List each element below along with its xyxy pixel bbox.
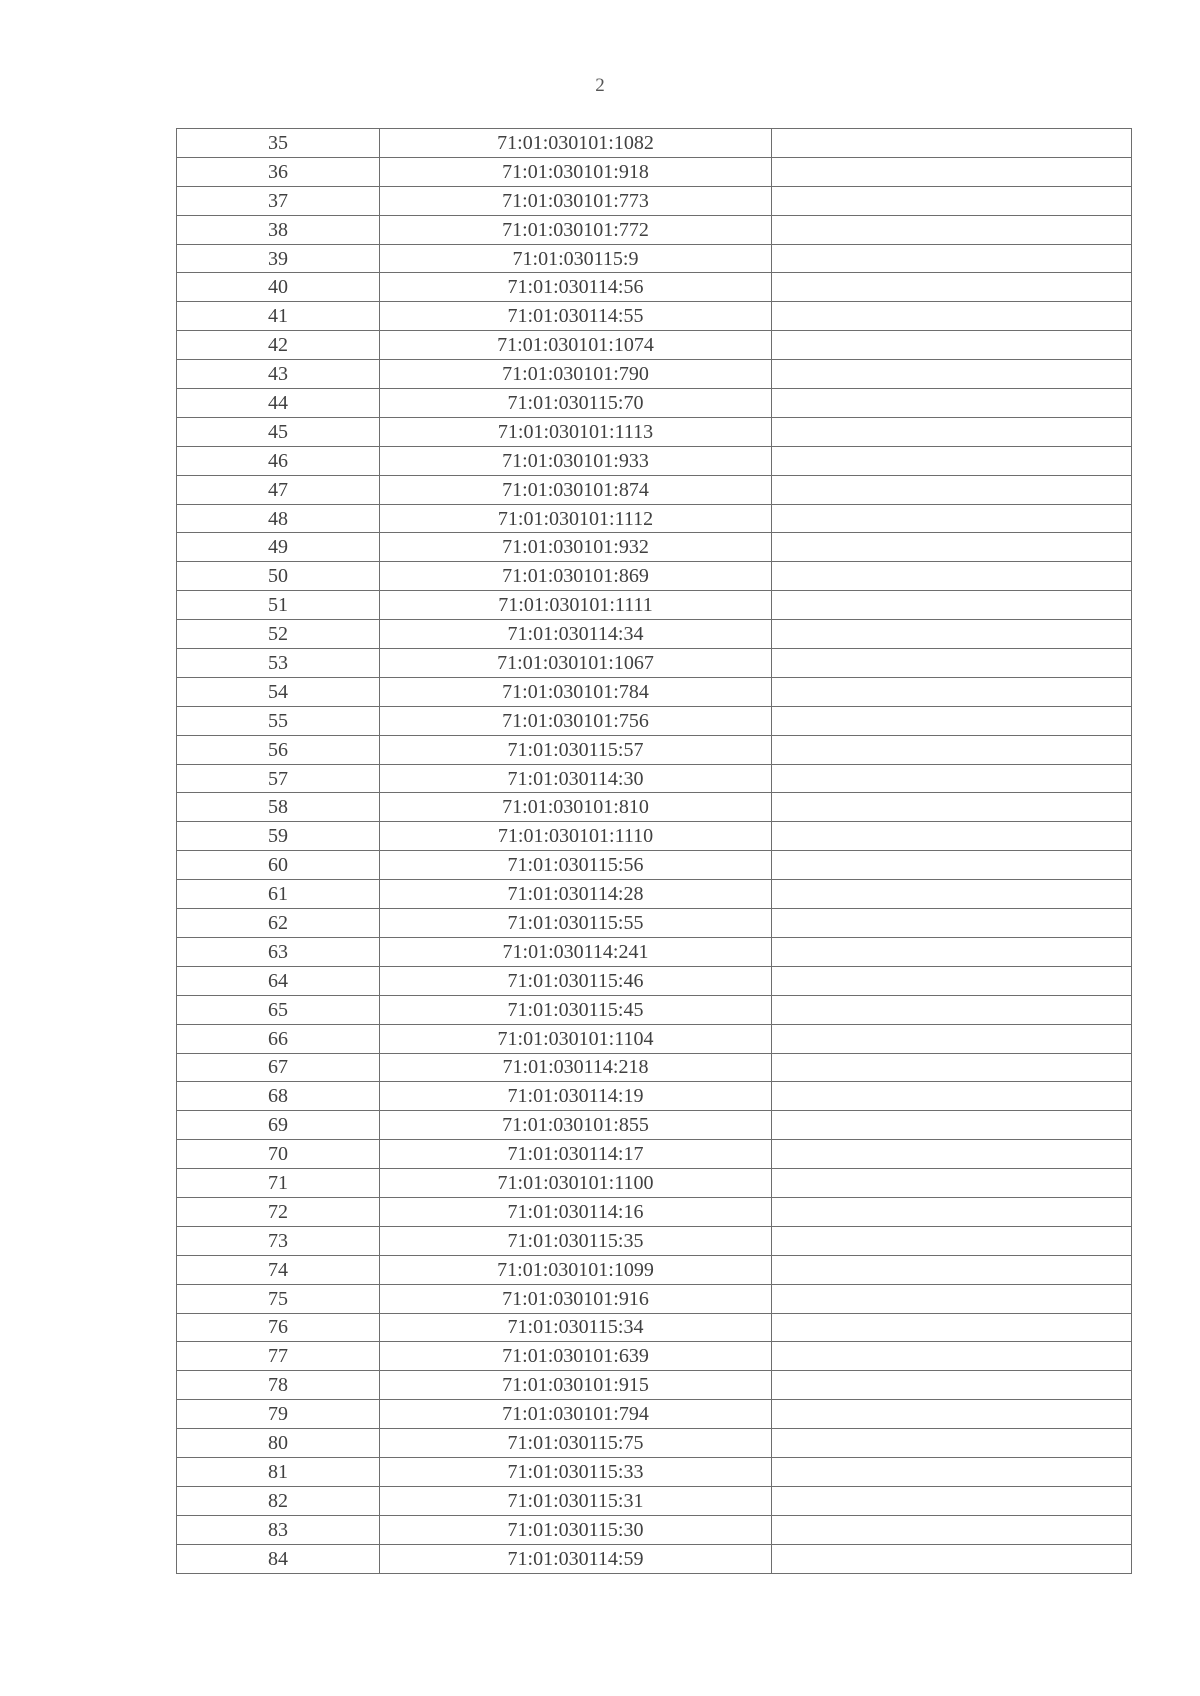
note-cell [772, 417, 1132, 446]
row-number-cell: 78 [177, 1371, 380, 1400]
note-cell [772, 1169, 1132, 1198]
note-cell [772, 591, 1132, 620]
table-row [177, 331, 1132, 360]
table-row [177, 1429, 1132, 1458]
note-cell [772, 157, 1132, 186]
table-row [177, 475, 1132, 504]
note-cell [772, 389, 1132, 418]
table-row [177, 966, 1132, 995]
row-number-cell: 37 [177, 186, 380, 215]
row-number-cell: 76 [177, 1313, 380, 1342]
row-number-cell: 68 [177, 1082, 380, 1111]
cadastral-number-cell: 71:01:030101:1082 [380, 129, 772, 158]
table-row [177, 504, 1132, 533]
cadastral-number-cell: 71:01:030101:1104 [380, 1024, 772, 1053]
cadastral-number-cell: 71:01:030101:1067 [380, 649, 772, 678]
row-number-cell: 61 [177, 880, 380, 909]
cadastral-number-cell: 71:01:030114:56 [380, 273, 772, 302]
table-row [177, 735, 1132, 764]
table-row [177, 417, 1132, 446]
note-cell [772, 562, 1132, 591]
cadastral-number-cell: 71:01:030101:1110 [380, 822, 772, 851]
table-body [177, 129, 1132, 1574]
table-row [177, 1140, 1132, 1169]
table-row [177, 186, 1132, 215]
note-cell [772, 706, 1132, 735]
cadastral-number-cell: 71:01:030114:17 [380, 1140, 772, 1169]
row-number-cell: 57 [177, 764, 380, 793]
row-number-cell: 69 [177, 1111, 380, 1140]
table-row [177, 1255, 1132, 1284]
cadastral-number-cell: 71:01:030101:933 [380, 446, 772, 475]
note-cell [772, 851, 1132, 880]
row-number-cell: 42 [177, 331, 380, 360]
row-number-cell: 49 [177, 533, 380, 562]
row-number-cell: 36 [177, 157, 380, 186]
cadastral-number-cell: 71:01:030101:932 [380, 533, 772, 562]
note-cell [772, 649, 1132, 678]
cadastral-number-cell: 71:01:030115:33 [380, 1457, 772, 1486]
row-number-cell: 43 [177, 360, 380, 389]
table-row [177, 157, 1132, 186]
table-row [177, 1544, 1132, 1573]
table-row [177, 649, 1132, 678]
table-row [177, 909, 1132, 938]
note-cell [772, 1053, 1132, 1082]
table-row [177, 880, 1132, 909]
note-cell [772, 186, 1132, 215]
row-number-cell: 84 [177, 1544, 380, 1573]
table-row [177, 1053, 1132, 1082]
note-cell [772, 677, 1132, 706]
note-cell [772, 1486, 1132, 1515]
row-number-cell: 62 [177, 909, 380, 938]
cadastral-number-cell: 71:01:030101:784 [380, 677, 772, 706]
table-row [177, 215, 1132, 244]
row-number-cell: 77 [177, 1342, 380, 1371]
note-cell [772, 937, 1132, 966]
cadastral-number-cell: 71:01:030114:28 [380, 880, 772, 909]
note-cell [772, 360, 1132, 389]
note-cell [772, 822, 1132, 851]
cadastral-number-cell: 71:01:030114:218 [380, 1053, 772, 1082]
cadastral-number-cell: 71:01:030115:30 [380, 1515, 772, 1544]
note-cell [772, 1284, 1132, 1313]
cadastral-number-cell: 71:01:030115:56 [380, 851, 772, 880]
cadastral-number-cell: 71:01:030115:35 [380, 1226, 772, 1255]
row-number-cell: 59 [177, 822, 380, 851]
note-cell [772, 1429, 1132, 1458]
cadastral-number-cell: 71:01:030115:45 [380, 995, 772, 1024]
row-number-cell: 45 [177, 417, 380, 446]
row-number-cell: 58 [177, 793, 380, 822]
table-row [177, 1371, 1132, 1400]
cadastral-number-cell: 71:01:030115:70 [380, 389, 772, 418]
row-number-cell: 60 [177, 851, 380, 880]
cadastral-number-cell: 71:01:030101:1100 [380, 1169, 772, 1198]
cadastral-number-cell: 71:01:030115:31 [380, 1486, 772, 1515]
row-number-cell: 38 [177, 215, 380, 244]
note-cell [772, 1342, 1132, 1371]
row-number-cell: 40 [177, 273, 380, 302]
cadastral-number-cell: 71:01:030114:30 [380, 764, 772, 793]
cadastral-number-cell: 71:01:030101:639 [380, 1342, 772, 1371]
table-row [177, 1457, 1132, 1486]
cadastral-number-cell: 71:01:030115:9 [380, 244, 772, 273]
note-cell [772, 1255, 1132, 1284]
cadastral-number-cell: 71:01:030101:772 [380, 215, 772, 244]
note-cell [772, 1544, 1132, 1573]
row-number-cell: 44 [177, 389, 380, 418]
table-row [177, 1111, 1132, 1140]
note-cell [772, 244, 1132, 273]
note-cell [772, 504, 1132, 533]
cadastral-number-cell: 71:01:030114:55 [380, 302, 772, 331]
note-cell [772, 1226, 1132, 1255]
table-row [177, 851, 1132, 880]
note-cell [772, 793, 1132, 822]
cadastral-number-cell: 71:01:030101:855 [380, 1111, 772, 1140]
row-number-cell: 75 [177, 1284, 380, 1313]
note-cell [772, 1400, 1132, 1429]
note-cell [772, 620, 1132, 649]
note-cell [772, 735, 1132, 764]
note-cell [772, 1111, 1132, 1140]
table-row [177, 706, 1132, 735]
row-number-cell: 64 [177, 966, 380, 995]
table-row [177, 533, 1132, 562]
cadastral-table [176, 128, 1132, 1574]
cadastral-number-cell: 71:01:030101:1112 [380, 504, 772, 533]
row-number-cell: 67 [177, 1053, 380, 1082]
note-cell [772, 129, 1132, 158]
row-number-cell: 63 [177, 937, 380, 966]
cadastral-number-cell: 71:01:030101:790 [380, 360, 772, 389]
cadastral-number-cell: 71:01:030101:915 [380, 1371, 772, 1400]
cadastral-number-cell: 71:01:030114:59 [380, 1544, 772, 1573]
table-row [177, 1400, 1132, 1429]
row-number-cell: 41 [177, 302, 380, 331]
cadastral-number-cell: 71:01:030101:756 [380, 706, 772, 735]
cadastral-number-cell: 71:01:030115:46 [380, 966, 772, 995]
note-cell [772, 1371, 1132, 1400]
row-number-cell: 50 [177, 562, 380, 591]
row-number-cell: 66 [177, 1024, 380, 1053]
table-row [177, 620, 1132, 649]
cadastral-number-cell: 71:01:030114:16 [380, 1197, 772, 1226]
row-number-cell: 72 [177, 1197, 380, 1226]
cadastral-number-cell: 71:01:030101:874 [380, 475, 772, 504]
note-cell [772, 302, 1132, 331]
table-row [177, 764, 1132, 793]
table-row [177, 360, 1132, 389]
table-row [177, 995, 1132, 1024]
table-row [177, 1313, 1132, 1342]
cadastral-number-cell: 71:01:030101:1074 [380, 331, 772, 360]
cadastral-number-cell: 71:01:030115:34 [380, 1313, 772, 1342]
cadastral-number-cell: 71:01:030101:918 [380, 157, 772, 186]
table-row [177, 389, 1132, 418]
row-number-cell: 82 [177, 1486, 380, 1515]
note-cell [772, 1140, 1132, 1169]
row-number-cell: 51 [177, 591, 380, 620]
table-row [177, 1197, 1132, 1226]
row-number-cell: 65 [177, 995, 380, 1024]
row-number-cell: 46 [177, 446, 380, 475]
table-row [177, 1169, 1132, 1198]
note-cell [772, 446, 1132, 475]
note-cell [772, 995, 1132, 1024]
row-number-cell: 83 [177, 1515, 380, 1544]
cadastral-number-cell: 71:01:030115:57 [380, 735, 772, 764]
cadastral-number-cell: 71:01:030101:1113 [380, 417, 772, 446]
note-cell [772, 1024, 1132, 1053]
table-row [177, 1024, 1132, 1053]
page-number: 2 [595, 75, 605, 96]
note-cell [772, 909, 1132, 938]
note-cell [772, 533, 1132, 562]
cadastral-number-cell: 71:01:030101:916 [380, 1284, 772, 1313]
table-row [177, 1515, 1132, 1544]
cadastral-number-cell: 71:01:030101:869 [380, 562, 772, 591]
table-row [177, 1486, 1132, 1515]
row-number-cell: 47 [177, 475, 380, 504]
note-cell [772, 764, 1132, 793]
row-number-cell: 71 [177, 1169, 380, 1198]
table-row [177, 1342, 1132, 1371]
cadastral-number-cell: 71:01:030114:34 [380, 620, 772, 649]
row-number-cell: 53 [177, 649, 380, 678]
note-cell [772, 880, 1132, 909]
cadastral-number-cell: 71:01:030101:794 [380, 1400, 772, 1429]
note-cell [772, 215, 1132, 244]
row-number-cell: 79 [177, 1400, 380, 1429]
note-cell [772, 1313, 1132, 1342]
table-row [177, 1082, 1132, 1111]
row-number-cell: 48 [177, 504, 380, 533]
row-number-cell: 80 [177, 1429, 380, 1458]
table-row [177, 677, 1132, 706]
row-number-cell: 52 [177, 620, 380, 649]
row-number-cell: 54 [177, 677, 380, 706]
row-number-cell: 55 [177, 706, 380, 735]
row-number-cell: 35 [177, 129, 380, 158]
table-row [177, 446, 1132, 475]
row-number-cell: 73 [177, 1226, 380, 1255]
table-row [177, 1226, 1132, 1255]
note-cell [772, 1457, 1132, 1486]
row-number-cell: 56 [177, 735, 380, 764]
cadastral-number-cell: 71:01:030101:773 [380, 186, 772, 215]
note-cell [772, 966, 1132, 995]
cadastral-number-cell: 71:01:030114:241 [380, 937, 772, 966]
cadastral-number-cell: 71:01:030101:810 [380, 793, 772, 822]
table-row [177, 822, 1132, 851]
cadastral-number-cell: 71:01:030115:75 [380, 1429, 772, 1458]
row-number-cell: 70 [177, 1140, 380, 1169]
table-row [177, 591, 1132, 620]
note-cell [772, 273, 1132, 302]
row-number-cell: 81 [177, 1457, 380, 1486]
table-row [177, 562, 1132, 591]
row-number-cell: 39 [177, 244, 380, 273]
note-cell [772, 1515, 1132, 1544]
note-cell [772, 1082, 1132, 1111]
note-cell [772, 331, 1132, 360]
note-cell [772, 475, 1132, 504]
cadastral-number-cell: 71:01:030114:19 [380, 1082, 772, 1111]
table-row [177, 302, 1132, 331]
table-row [177, 937, 1132, 966]
table-row [177, 1284, 1132, 1313]
row-number-cell: 74 [177, 1255, 380, 1284]
cadastral-number-cell: 71:01:030101:1111 [380, 591, 772, 620]
table-row [177, 129, 1132, 158]
table-row [177, 793, 1132, 822]
table-row [177, 273, 1132, 302]
table-row [177, 244, 1132, 273]
cadastral-number-cell: 71:01:030101:1099 [380, 1255, 772, 1284]
note-cell [772, 1197, 1132, 1226]
cadastral-number-cell: 71:01:030115:55 [380, 909, 772, 938]
